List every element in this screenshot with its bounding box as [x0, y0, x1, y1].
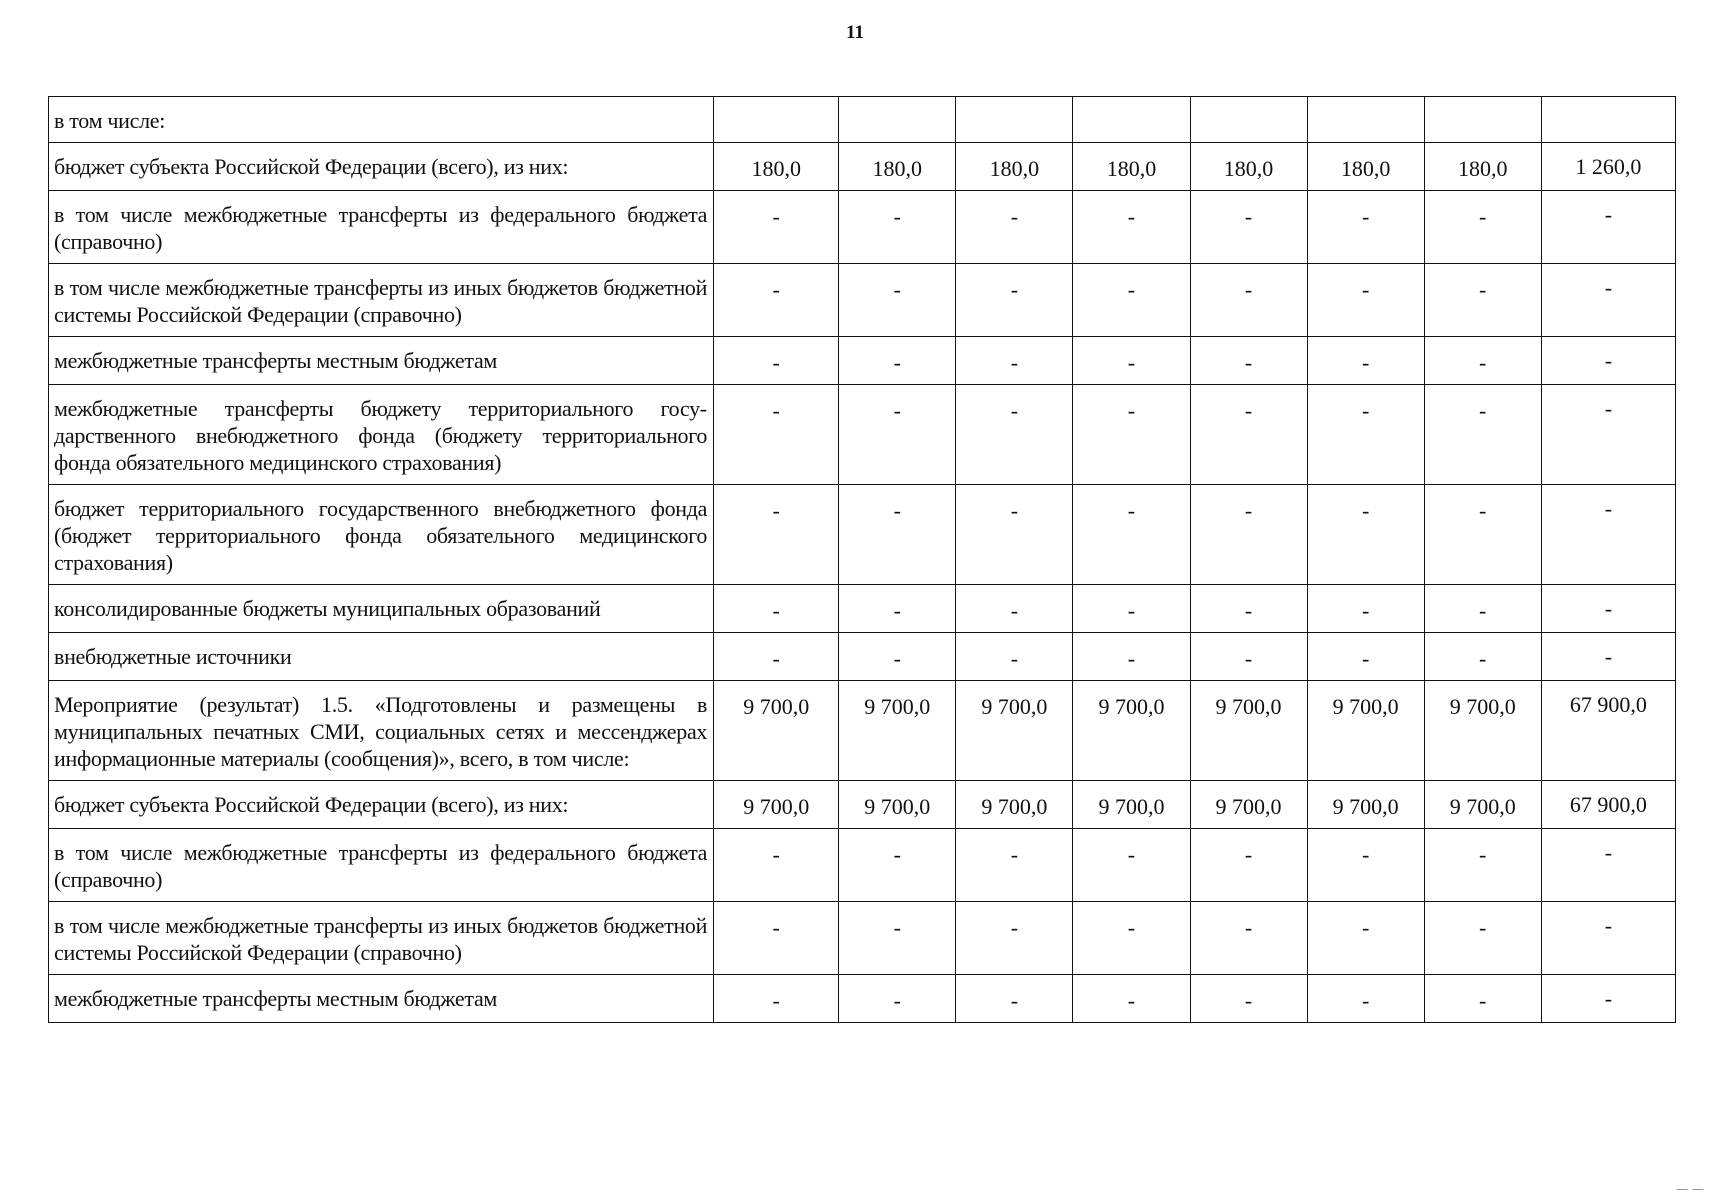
table-row	[49, 337, 1676, 385]
total-value-cell: 67 900,0	[1541, 681, 1675, 781]
value-cell	[839, 97, 956, 143]
value-cell: 180,0	[714, 143, 839, 191]
value-cell: -	[1073, 264, 1190, 337]
total-value-cell	[1541, 97, 1675, 143]
value-cell: -	[956, 264, 1073, 337]
value-cell: -	[1424, 191, 1541, 264]
value-cell: -	[714, 585, 839, 633]
value-cell: -	[1307, 829, 1424, 902]
scan-mark: — —	[1676, 1182, 1704, 1196]
value-cell: -	[839, 902, 956, 975]
total-value-cell: -	[1541, 633, 1675, 681]
value-cell: -	[1424, 485, 1541, 585]
value-cell	[714, 97, 839, 143]
value-cell: -	[1424, 829, 1541, 902]
table-row	[49, 585, 1676, 633]
value-cell: 180,0	[1307, 143, 1424, 191]
value-cell: -	[1307, 485, 1424, 585]
total-value-cell: 1 260,0	[1541, 143, 1675, 191]
value-cell: -	[1307, 191, 1424, 264]
value-cell: -	[839, 385, 956, 485]
total-value-cell: -	[1541, 829, 1675, 902]
value-cell: -	[714, 902, 839, 975]
value-cell: -	[1307, 385, 1424, 485]
value-cell: -	[1424, 385, 1541, 485]
value-cell: 9 700,0	[1307, 781, 1424, 829]
row-label: межбюджетные трансферты бюджету территориального государственного внебюджетного фонда (бюджету территориального фонда обязательного медицинского страхования)	[49, 385, 714, 485]
value-cell: -	[1190, 633, 1307, 681]
table-row	[49, 681, 1676, 781]
value-cell: -	[1424, 585, 1541, 633]
table-row	[49, 97, 1676, 143]
total-value-cell: -	[1541, 585, 1675, 633]
budget-table	[48, 96, 1676, 1023]
row-label: в том числе межбюджетные трансферты из иных бюджетов бюджетной системы Российской Федерации (справочно)	[49, 902, 714, 975]
value-cell: 9 700,0	[956, 781, 1073, 829]
value-cell: -	[1073, 975, 1190, 1023]
value-cell	[1424, 97, 1541, 143]
value-cell: -	[714, 385, 839, 485]
value-cell: 180,0	[1424, 143, 1541, 191]
value-cell: -	[1073, 585, 1190, 633]
value-cell: 9 700,0	[1073, 681, 1190, 781]
table-row	[49, 143, 1676, 191]
table-row	[49, 633, 1676, 681]
value-cell: -	[1190, 585, 1307, 633]
value-cell: 9 700,0	[1073, 781, 1190, 829]
value-cell: -	[1073, 633, 1190, 681]
value-cell: -	[839, 975, 956, 1023]
total-value-cell: -	[1541, 191, 1675, 264]
value-cell: 9 700,0	[839, 781, 956, 829]
total-value-cell: -	[1541, 264, 1675, 337]
value-cell: 9 700,0	[1424, 781, 1541, 829]
total-value-cell: -	[1541, 385, 1675, 485]
value-cell: -	[839, 829, 956, 902]
table-body	[49, 97, 1676, 1023]
table-row	[49, 385, 1676, 485]
value-cell: -	[714, 975, 839, 1023]
value-cell: -	[956, 485, 1073, 585]
value-cell: -	[956, 385, 1073, 485]
table-row	[49, 485, 1676, 585]
value-cell: -	[1307, 633, 1424, 681]
value-cell	[956, 97, 1073, 143]
value-cell: -	[1073, 485, 1190, 585]
row-label: межбюджетные трансферты местным бюджетам	[49, 975, 714, 1023]
value-cell: 9 700,0	[1307, 681, 1424, 781]
value-cell: -	[1190, 191, 1307, 264]
row-label: Мероприятие (результат) 1.5. «Подготовлены и размещены в муниципальных печатных СМИ, социальных сетях и мессенджерах информационные материалы (сообщения)», всего, в том числе:	[49, 681, 714, 781]
value-cell: 180,0	[956, 143, 1073, 191]
value-cell: -	[714, 485, 839, 585]
value-cell: -	[1190, 485, 1307, 585]
value-cell: 9 700,0	[1424, 681, 1541, 781]
row-label: бюджет субъекта Российской Федерации (всего), из них:	[49, 781, 714, 829]
total-value-cell: -	[1541, 975, 1675, 1023]
value-cell: -	[1073, 191, 1190, 264]
table-row	[49, 975, 1676, 1023]
value-cell: -	[956, 975, 1073, 1023]
value-cell: -	[714, 191, 839, 264]
value-cell: -	[956, 902, 1073, 975]
value-cell: -	[1190, 264, 1307, 337]
value-cell: -	[1190, 902, 1307, 975]
value-cell: -	[1307, 585, 1424, 633]
value-cell: 180,0	[1073, 143, 1190, 191]
value-cell: -	[1190, 337, 1307, 385]
value-cell: -	[1073, 902, 1190, 975]
value-cell: 9 700,0	[956, 681, 1073, 781]
value-cell: -	[1073, 337, 1190, 385]
row-label: бюджет субъекта Российской Федерации (всего), из них:	[49, 143, 714, 191]
value-cell: -	[956, 337, 1073, 385]
table-row	[49, 191, 1676, 264]
row-label: в том числе межбюджетные трансферты из федерального бюджета (справочно)	[49, 191, 714, 264]
value-cell: 180,0	[839, 143, 956, 191]
table-row	[49, 902, 1676, 975]
value-cell: -	[1424, 264, 1541, 337]
value-cell: -	[1424, 902, 1541, 975]
value-cell: -	[1424, 633, 1541, 681]
total-value-cell: -	[1541, 485, 1675, 585]
value-cell: 180,0	[1190, 143, 1307, 191]
value-cell: -	[839, 264, 956, 337]
row-label: в том числе межбюджетные трансферты из федерального бюджета (справочно)	[49, 829, 714, 902]
value-cell: 9 700,0	[1190, 781, 1307, 829]
value-cell: -	[956, 633, 1073, 681]
value-cell	[1307, 97, 1424, 143]
value-cell: -	[956, 191, 1073, 264]
value-cell: -	[714, 633, 839, 681]
value-cell: -	[1190, 829, 1307, 902]
value-cell: -	[1307, 337, 1424, 385]
table-row	[49, 264, 1676, 337]
value-cell: -	[956, 585, 1073, 633]
value-cell: -	[1073, 829, 1190, 902]
value-cell: 9 700,0	[839, 681, 956, 781]
page-number: 11	[846, 22, 864, 43]
value-cell: -	[714, 264, 839, 337]
row-label: межбюджетные трансферты местным бюджетам	[49, 337, 714, 385]
total-value-cell: -	[1541, 902, 1675, 975]
value-cell: 9 700,0	[714, 781, 839, 829]
value-cell: -	[1190, 975, 1307, 1023]
value-cell: -	[1190, 385, 1307, 485]
value-cell: 9 700,0	[1190, 681, 1307, 781]
row-label: в том числе межбюджетные трансферты из иных бюджетов бюджетной системы Российской Федерации (справочно)	[49, 264, 714, 337]
value-cell: -	[956, 829, 1073, 902]
value-cell: -	[1307, 264, 1424, 337]
value-cell: -	[839, 485, 956, 585]
row-label: в том числе:	[49, 97, 714, 143]
table-row	[49, 829, 1676, 902]
value-cell: -	[1307, 975, 1424, 1023]
value-cell: -	[839, 633, 956, 681]
value-cell: -	[1424, 975, 1541, 1023]
total-value-cell: -	[1541, 337, 1675, 385]
value-cell: -	[1307, 902, 1424, 975]
table-row	[49, 781, 1676, 829]
row-label: бюджет территориального государственного внебюджетного фонда (бюджет территориального фонда обязательного медицинского страхования)	[49, 485, 714, 585]
row-label: внебюджетные источники	[49, 633, 714, 681]
row-label: консолидированные бюджеты муниципальных образований	[49, 585, 714, 633]
value-cell: -	[839, 337, 956, 385]
value-cell	[1073, 97, 1190, 143]
value-cell: 9 700,0	[714, 681, 839, 781]
value-cell: -	[1073, 385, 1190, 485]
total-value-cell: 67 900,0	[1541, 781, 1675, 829]
value-cell	[1190, 97, 1307, 143]
value-cell: -	[714, 337, 839, 385]
value-cell: -	[839, 191, 956, 264]
value-cell: -	[1424, 337, 1541, 385]
value-cell: -	[839, 585, 956, 633]
value-cell: -	[714, 829, 839, 902]
